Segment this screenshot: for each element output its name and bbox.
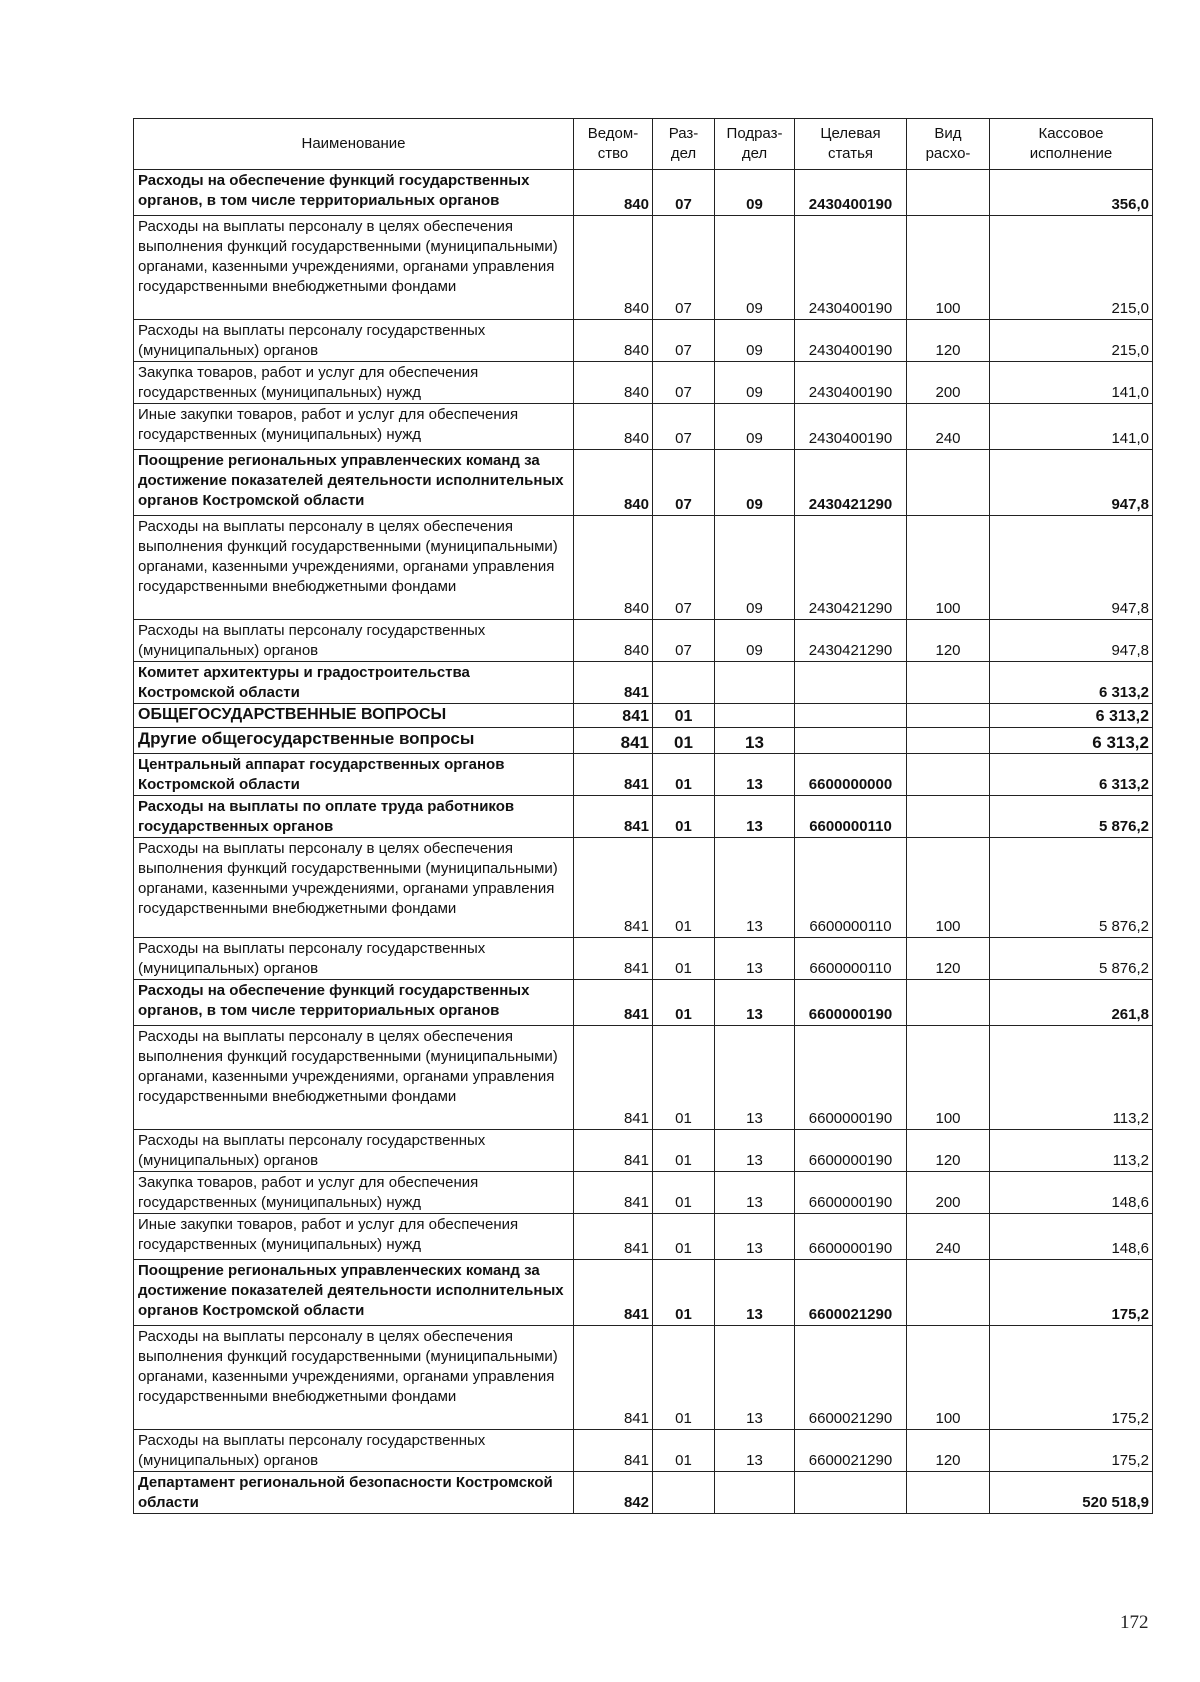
row-cash-amount: 6 313,2	[990, 754, 1153, 796]
row-department-code: 842	[574, 1472, 653, 1514]
row-expense-type	[907, 754, 990, 796]
row-subsection-code: 13	[715, 728, 795, 754]
row-subsection-code	[715, 704, 795, 728]
header-target-line2: статья	[827, 145, 874, 162]
row-department-code: 841	[574, 1214, 653, 1260]
row-name: Центральный аппарат государственных органов Костромской области	[134, 754, 574, 796]
row-department-code: 841	[574, 1172, 653, 1214]
row-subsection-code: 09	[715, 320, 795, 362]
budget-execution-table	[133, 118, 1153, 1514]
row-expense-type	[907, 796, 990, 838]
table-row	[134, 704, 1153, 728]
row-cash-amount: 261,8	[990, 980, 1153, 1026]
row-expense-type: 100	[907, 216, 990, 320]
row-department-code: 841	[574, 1260, 653, 1326]
row-expense-type	[907, 170, 990, 216]
row-subsection-code: 13	[715, 1214, 795, 1260]
row-section-code	[653, 1472, 715, 1514]
row-expense-type: 100	[907, 838, 990, 938]
row-cash-amount: 175,2	[990, 1430, 1153, 1472]
header-expense-line2: расхо-	[925, 145, 971, 162]
row-subsection-code: 13	[715, 938, 795, 980]
header-target-line1: Целевая	[820, 125, 881, 142]
row-name: Расходы на обеспечение функций государственных органов, в том числе территориальных органов	[134, 980, 574, 1026]
row-section-code: 01	[653, 728, 715, 754]
row-target-article: 6600000110	[795, 796, 907, 838]
row-subsection-code: 13	[715, 1260, 795, 1326]
row-subsection-code: 13	[715, 1026, 795, 1130]
row-target-article: 6600000190	[795, 980, 907, 1026]
table-row	[134, 1430, 1153, 1472]
row-expense-type: 100	[907, 516, 990, 620]
row-name: Комитет архитектуры и градостроительства Костромской области	[134, 662, 574, 704]
row-expense-type: 100	[907, 1026, 990, 1130]
row-department-code: 841	[574, 1130, 653, 1172]
row-section-code: 01	[653, 1326, 715, 1430]
row-section-code: 01	[653, 938, 715, 980]
row-target-article: 2430400190	[795, 320, 907, 362]
row-section-code: 07	[653, 216, 715, 320]
row-expense-type: 200	[907, 362, 990, 404]
row-subsection-code: 09	[715, 216, 795, 320]
table-row	[134, 1260, 1153, 1326]
row-cash-amount: 215,0	[990, 320, 1153, 362]
row-section-code: 01	[653, 1172, 715, 1214]
row-name: ОБЩЕГОСУДАРСТВЕННЫЕ ВОПРОСЫ	[134, 704, 574, 728]
row-name: Расходы на выплаты персоналу государственных (муниципальных) органов	[134, 320, 574, 362]
header-department-line1: Ведом-	[587, 125, 639, 142]
row-target-article: 6600000190	[795, 1214, 907, 1260]
row-name: Закупка товаров, работ и услуг для обеспечения государственных (муниципальных) нужд	[134, 1172, 574, 1214]
row-subsection-code: 13	[715, 1172, 795, 1214]
row-cash-amount: 947,8	[990, 620, 1153, 662]
row-section-code: 01	[653, 1430, 715, 1472]
row-section-code: 01	[653, 1214, 715, 1260]
row-target-article: 2430400190	[795, 362, 907, 404]
header-name-label: Наименование	[301, 135, 406, 152]
row-name: Иные закупки товаров, работ и услуг для обеспечения государственных (муниципальных) нужд	[134, 404, 574, 450]
row-cash-amount: 356,0	[990, 170, 1153, 216]
row-subsection-code: 13	[715, 838, 795, 938]
row-expense-type: 120	[907, 1130, 990, 1172]
row-department-code: 841	[574, 938, 653, 980]
row-cash-amount: 947,8	[990, 450, 1153, 516]
page-number: 172	[1120, 1612, 1149, 1633]
row-department-code: 840	[574, 216, 653, 320]
row-subsection-code: 13	[715, 1130, 795, 1172]
row-target-article: 6600021290	[795, 1430, 907, 1472]
row-department-code: 840	[574, 362, 653, 404]
row-subsection-code	[715, 662, 795, 704]
row-section-code: 01	[653, 838, 715, 938]
table-row	[134, 796, 1153, 838]
table-row	[134, 728, 1153, 754]
row-department-code: 841	[574, 754, 653, 796]
header-target-article	[795, 119, 907, 170]
row-expense-type: 120	[907, 938, 990, 980]
row-target-article: 6600000000	[795, 754, 907, 796]
row-name: Расходы на выплаты персоналу в целях обеспечения выполнения функций государственными (муниципальными) органами, казенными учреждениями, органами управления государственными внебюджетными фондами	[134, 216, 574, 320]
row-subsection-code: 13	[715, 1326, 795, 1430]
row-section-code: 01	[653, 1026, 715, 1130]
row-cash-amount: 520 518,9	[990, 1472, 1153, 1514]
row-department-code: 841	[574, 1430, 653, 1472]
row-expense-type: 240	[907, 1214, 990, 1260]
row-subsection-code: 09	[715, 516, 795, 620]
row-section-code: 07	[653, 404, 715, 450]
header-cash-line2: исполнение	[1029, 145, 1113, 162]
table-row	[134, 1214, 1153, 1260]
row-cash-amount: 215,0	[990, 216, 1153, 320]
row-target-article: 6600000190	[795, 1130, 907, 1172]
row-target-article: 2430421290	[795, 620, 907, 662]
row-expense-type: 240	[907, 404, 990, 450]
header-expense-line1: Вид	[934, 125, 962, 142]
row-target-article: 2430400190	[795, 170, 907, 216]
row-target-article	[795, 728, 907, 754]
row-name: Иные закупки товаров, работ и услуг для обеспечения государственных (муниципальных) нужд	[134, 1214, 574, 1260]
row-cash-amount: 947,8	[990, 516, 1153, 620]
table-row	[134, 1130, 1153, 1172]
row-section-code: 01	[653, 980, 715, 1026]
row-department-code: 840	[574, 620, 653, 662]
row-section-code	[653, 662, 715, 704]
budget-document	[133, 118, 1152, 1514]
row-name: Расходы на выплаты по оплате труда работников государственных органов	[134, 796, 574, 838]
row-name: Департамент региональной безопасности Костромской области	[134, 1472, 574, 1514]
row-subsection-code: 09	[715, 362, 795, 404]
header-subsection-line1: Подраз-	[726, 125, 783, 142]
header-department-line2: ство	[597, 145, 629, 162]
header-section	[653, 119, 715, 170]
table-header	[134, 119, 1153, 170]
row-department-code: 840	[574, 170, 653, 216]
row-target-article: 2430421290	[795, 516, 907, 620]
row-section-code: 01	[653, 754, 715, 796]
row-subsection-code: 13	[715, 1430, 795, 1472]
row-section-code: 01	[653, 704, 715, 728]
row-cash-amount: 6 313,2	[990, 704, 1153, 728]
row-subsection-code: 09	[715, 170, 795, 216]
table-row	[134, 980, 1153, 1026]
table-row	[134, 1326, 1153, 1430]
table-row	[134, 662, 1153, 704]
row-name: Поощрение региональных управленческих команд за достижение показателей деятельности исполнительных органов Костромской области	[134, 450, 574, 516]
row-section-code: 07	[653, 516, 715, 620]
row-name: Другие общегосударственные вопросы	[134, 728, 574, 754]
row-expense-type	[907, 728, 990, 754]
table-row	[134, 404, 1153, 450]
header-expense-type	[907, 119, 990, 170]
row-name: Расходы на выплаты персоналу в целях обеспечения выполнения функций государственными (муниципальными) органами, казенными учреждениями, органами управления государственными внебюджетными фондами	[134, 1326, 574, 1430]
row-cash-amount: 175,2	[990, 1260, 1153, 1326]
row-name: Расходы на выплаты персоналу государственных (муниципальных) органов	[134, 1430, 574, 1472]
row-section-code: 07	[653, 620, 715, 662]
row-expense-type	[907, 1472, 990, 1514]
row-department-code: 841	[574, 796, 653, 838]
row-name: Расходы на обеспечение функций государственных органов, в том числе территориальных органов	[134, 170, 574, 216]
row-expense-type: 200	[907, 1172, 990, 1214]
table-row	[134, 320, 1153, 362]
row-subsection-code: 13	[715, 980, 795, 1026]
row-cash-amount: 141,0	[990, 362, 1153, 404]
row-expense-type	[907, 662, 990, 704]
header-department	[574, 119, 653, 170]
row-target-article	[795, 662, 907, 704]
row-section-code: 01	[653, 1260, 715, 1326]
table-row	[134, 516, 1153, 620]
row-target-article: 6600000190	[795, 1172, 907, 1214]
row-department-code: 840	[574, 404, 653, 450]
table-row	[134, 1472, 1153, 1514]
row-target-article: 2430400190	[795, 216, 907, 320]
row-department-code: 840	[574, 516, 653, 620]
row-target-article: 2430421290	[795, 450, 907, 516]
row-subsection-code: 09	[715, 450, 795, 516]
row-expense-type: 100	[907, 1326, 990, 1430]
row-subsection-code: 09	[715, 620, 795, 662]
row-name: Расходы на выплаты персоналу в целях обеспечения выполнения функций государственными (муниципальными) органами, казенными учреждениями, органами управления государственными внебюджетными фондами	[134, 516, 574, 620]
row-name: Расходы на выплаты персоналу государственных (муниципальных) органов	[134, 938, 574, 980]
header-cash-line1: Кассовое	[1038, 125, 1104, 142]
row-target-article: 6600000110	[795, 838, 907, 938]
header-name	[134, 119, 574, 170]
row-section-code: 07	[653, 170, 715, 216]
row-subsection-code: 13	[715, 796, 795, 838]
row-cash-amount: 141,0	[990, 404, 1153, 450]
row-cash-amount: 148,6	[990, 1214, 1153, 1260]
row-name: Расходы на выплаты персоналу государственных (муниципальных) органов	[134, 1130, 574, 1172]
row-cash-amount: 5 876,2	[990, 796, 1153, 838]
row-department-code: 841	[574, 980, 653, 1026]
row-expense-type: 120	[907, 620, 990, 662]
row-department-code: 841	[574, 1026, 653, 1130]
header-subsection	[715, 119, 795, 170]
row-target-article: 6600000190	[795, 1026, 907, 1130]
row-name: Закупка товаров, работ и услуг для обеспечения государственных (муниципальных) нужд	[134, 362, 574, 404]
header-subsection-line2: дел	[741, 145, 768, 162]
table-row	[134, 1172, 1153, 1214]
row-cash-amount: 113,2	[990, 1130, 1153, 1172]
row-target-article: 6600021290	[795, 1326, 907, 1430]
row-expense-type	[907, 980, 990, 1026]
row-department-code: 841	[574, 838, 653, 938]
row-subsection-code: 13	[715, 754, 795, 796]
row-department-code: 840	[574, 450, 653, 516]
row-expense-type: 120	[907, 1430, 990, 1472]
table-row	[134, 170, 1153, 216]
row-cash-amount: 5 876,2	[990, 938, 1153, 980]
table-row	[134, 1026, 1153, 1130]
row-cash-amount: 6 313,2	[990, 728, 1153, 754]
row-cash-amount: 6 313,2	[990, 662, 1153, 704]
table-row	[134, 838, 1153, 938]
row-cash-amount: 148,6	[990, 1172, 1153, 1214]
table-row	[134, 938, 1153, 980]
row-name: Расходы на выплаты персоналу в целях обеспечения выполнения функций государственными (муниципальными) органами, казенными учреждениями, органами управления государственными внебюджетными фондами	[134, 1026, 574, 1130]
row-name: Поощрение региональных управленческих команд за достижение показателей деятельности исполнительных органов Костромской области	[134, 1260, 574, 1326]
row-target-article	[795, 704, 907, 728]
row-expense-type: 120	[907, 320, 990, 362]
row-department-code: 841	[574, 728, 653, 754]
row-expense-type	[907, 450, 990, 516]
row-cash-amount: 113,2	[990, 1026, 1153, 1130]
row-section-code: 07	[653, 320, 715, 362]
table-row	[134, 362, 1153, 404]
row-cash-amount: 5 876,2	[990, 838, 1153, 938]
table-row	[134, 754, 1153, 796]
row-name: Расходы на выплаты персоналу в целях обеспечения выполнения функций государственными (муниципальными) органами, казенными учреждениями, органами управления государственными внебюджетными фондами	[134, 838, 574, 938]
row-target-article: 2430400190	[795, 404, 907, 450]
row-expense-type	[907, 704, 990, 728]
header-section-line2: дел	[670, 145, 697, 162]
table-row	[134, 620, 1153, 662]
row-expense-type	[907, 1260, 990, 1326]
row-name: Расходы на выплаты персоналу государственных (муниципальных) органов	[134, 620, 574, 662]
row-cash-amount: 175,2	[990, 1326, 1153, 1430]
header-cash-execution	[990, 119, 1153, 170]
row-department-code: 841	[574, 662, 653, 704]
row-department-code: 840	[574, 320, 653, 362]
row-department-code: 841	[574, 1326, 653, 1430]
row-target-article: 6600021290	[795, 1260, 907, 1326]
row-section-code: 01	[653, 796, 715, 838]
row-section-code: 07	[653, 450, 715, 516]
table-body	[134, 170, 1153, 1514]
row-section-code: 07	[653, 362, 715, 404]
row-department-code: 841	[574, 704, 653, 728]
row-section-code: 01	[653, 1130, 715, 1172]
table-row	[134, 216, 1153, 320]
row-subsection-code: 09	[715, 404, 795, 450]
row-target-article: 6600000110	[795, 938, 907, 980]
header-section-line1: Раз-	[668, 125, 699, 142]
table-row	[134, 450, 1153, 516]
row-target-article	[795, 1472, 907, 1514]
row-subsection-code	[715, 1472, 795, 1514]
